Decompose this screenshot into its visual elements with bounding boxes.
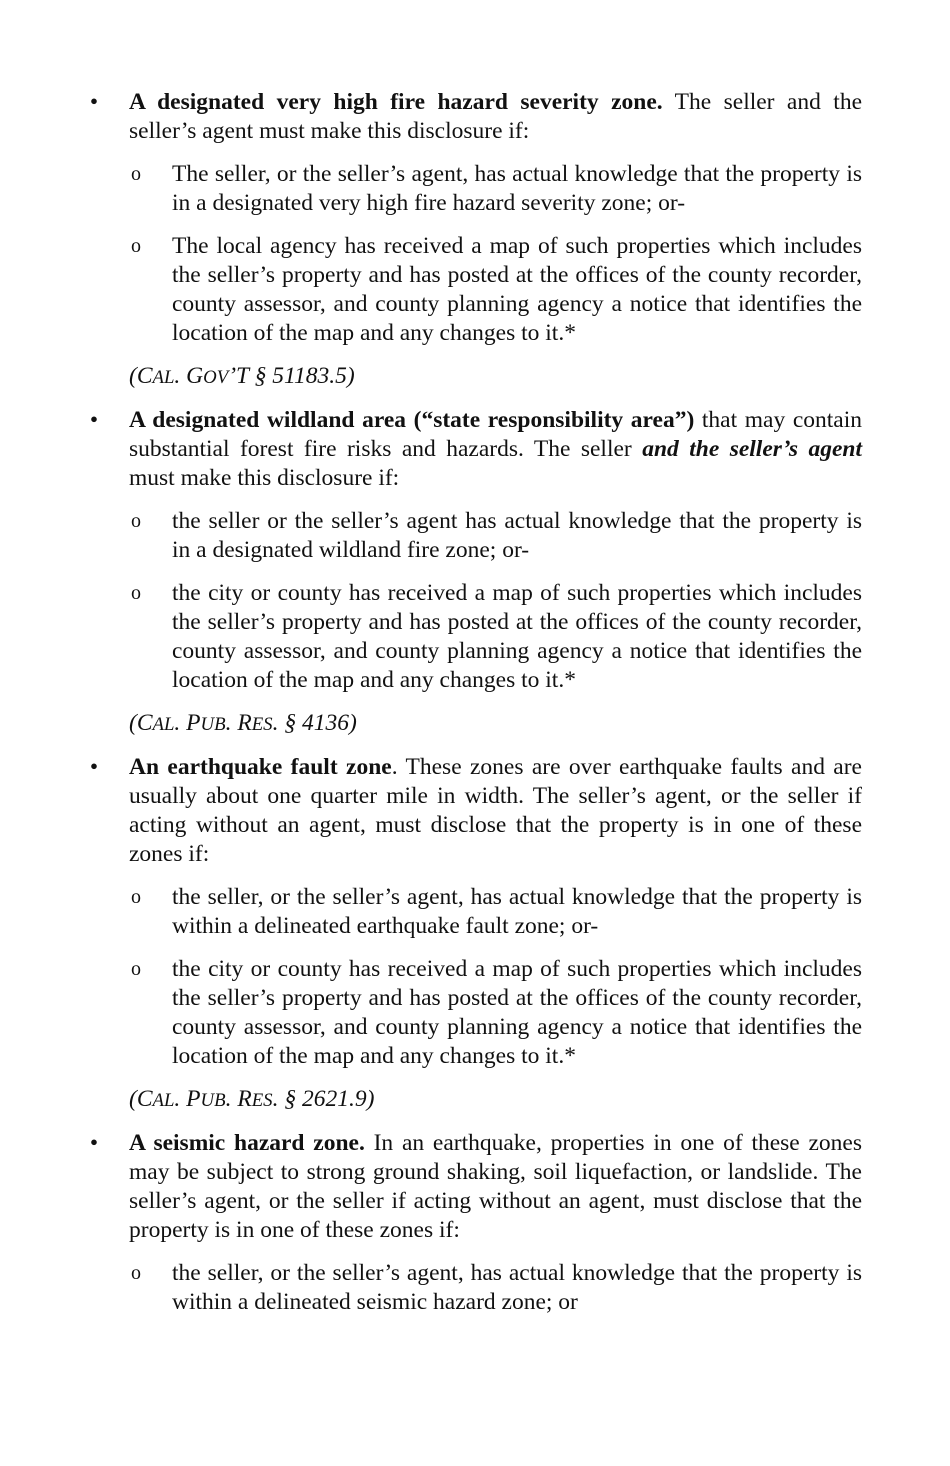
list-item-fire-hazard-zone — [89, 88, 863, 392]
sub-bullet-marker: o — [131, 163, 141, 185]
sub-bullet-marker: o — [131, 582, 141, 604]
citation-part: § 51183.5) — [248, 363, 355, 389]
list-item-seismic-hazard-zone — [89, 1129, 863, 1317]
item-text: In an earthquake, properties in one of these zones may be subject to strong ground shaking, soil liquefaction, or landslide. The seller’s agent, or the seller if acting without an agent, must disclose that the property is in one of these zones if: — [129, 1130, 863, 1243]
item-text: The seller and the seller’s agent must make this disclosure if: — [129, 89, 863, 144]
item-text: . These zones are over earthquake faults and are usually about one quarter mile in width. The seller’s agent, or the seller if acting without an agent, must disclose that the property is in one of these zones if: — [129, 754, 862, 867]
item-paragraph — [129, 753, 862, 869]
document-page — [0, 88, 950, 1317]
sub-list-item — [131, 232, 862, 348]
citation-part: . § 2621.9) — [272, 1086, 375, 1112]
item-text-end: must make this disclosure if: — [129, 465, 400, 491]
sub-list-item — [131, 507, 862, 565]
citation-part: (C — [129, 710, 153, 736]
item-paragraph — [129, 1129, 862, 1245]
bullet-marker: • — [89, 407, 99, 433]
sub-item-text: the city or county has received a map of such properties which includes the seller’s property and has posted at the offices of the county recorder, county assessor, and county planning agency a notice that identifies the location of the map and any changes to it.* — [172, 580, 862, 693]
sub-bullet-marker: o — [131, 1262, 141, 1284]
sub-list-item — [131, 1259, 862, 1317]
citation-part: . G — [174, 363, 204, 389]
spacer — [0, 739, 950, 753]
sub-item-text: the city or county has received a map of such properties which includes the seller’s property and has posted at the offices of the county recorder, county assessor, and county planning agency a notice that identifies the location of the map and any changes to it.* — [172, 956, 862, 1069]
sub-item-text: The seller, or the seller’s agent, has actual knowledge that the property is in a designated very high fire hazard severity zone; or- — [172, 161, 862, 216]
sub-bullet-marker: o — [131, 886, 141, 908]
legal-citation — [129, 362, 862, 392]
list-item-wildland-area — [89, 406, 862, 739]
citation-part: . R — [225, 710, 252, 736]
citation-part: (C — [129, 363, 153, 389]
item-heading: A designated very high fire hazard severity zone. — [129, 89, 663, 115]
bullet-marker: • — [89, 1130, 99, 1156]
citation-part: . P — [174, 1086, 201, 1112]
item-paragraph — [129, 88, 862, 146]
spacer — [0, 1115, 950, 1129]
citation-part: AL — [152, 1090, 175, 1111]
citation-part: OV — [203, 367, 229, 388]
bullet-marker: • — [89, 754, 99, 780]
sub-item-text: the seller, or the seller’s agent, has actual knowledge that the property is within a delineated earthquake fault zone; or- — [172, 884, 862, 939]
item-text: that may contain substantial forest fire risks and hazards. The seller — [129, 407, 862, 462]
sub-list-item — [131, 955, 862, 1071]
item-heading: An earthquake fault zone — [129, 754, 392, 780]
citation-part: . § 4136) — [272, 710, 357, 736]
sub-bullet-marker: o — [131, 510, 141, 532]
citation-part: . R — [225, 1086, 252, 1112]
legal-citation — [129, 1085, 862, 1115]
item-emphasis: and the seller’s agent — [642, 436, 862, 462]
list-item-earthquake-fault-zone — [89, 753, 862, 1115]
item-heading: A designated wildland area (“state responsibility area”) — [129, 407, 695, 433]
citation-part: AL — [152, 714, 175, 735]
citation-part: UB — [200, 1090, 226, 1111]
sub-list-item — [131, 579, 862, 695]
citation-part: (C — [129, 1086, 153, 1112]
sub-bullet-marker: o — [131, 958, 141, 980]
sub-item-text: The local agency has received a map of such properties which includes the seller’s property and has posted at the offices of the county recorder, county assessor, and county planning agency a notice that identifies the location of the map and any changes to it.* — [172, 233, 862, 346]
sub-item-text: the seller or the seller’s agent has actual knowledge that the property is in a designated wildland fire zone; or- — [172, 508, 862, 563]
sub-bullet-marker: o — [131, 235, 141, 257]
citation-part: ’T — [228, 363, 249, 389]
item-paragraph — [129, 406, 862, 493]
sub-list-item — [131, 883, 862, 941]
citation-part: . P — [174, 710, 201, 736]
item-heading: A seismic hazard zone. — [129, 1130, 365, 1156]
citation-part: ES — [251, 714, 273, 735]
citation-part: ES — [251, 1090, 273, 1111]
citation-part: AL — [152, 367, 175, 388]
sub-item-text: the seller, or the seller’s agent, has actual knowledge that the property is within a delineated seismic hazard zone; or — [172, 1260, 862, 1315]
legal-citation — [129, 709, 862, 739]
citation-part: UB — [200, 714, 226, 735]
sub-list-item — [131, 160, 862, 218]
spacer — [0, 392, 950, 406]
bullet-marker: • — [89, 89, 99, 115]
